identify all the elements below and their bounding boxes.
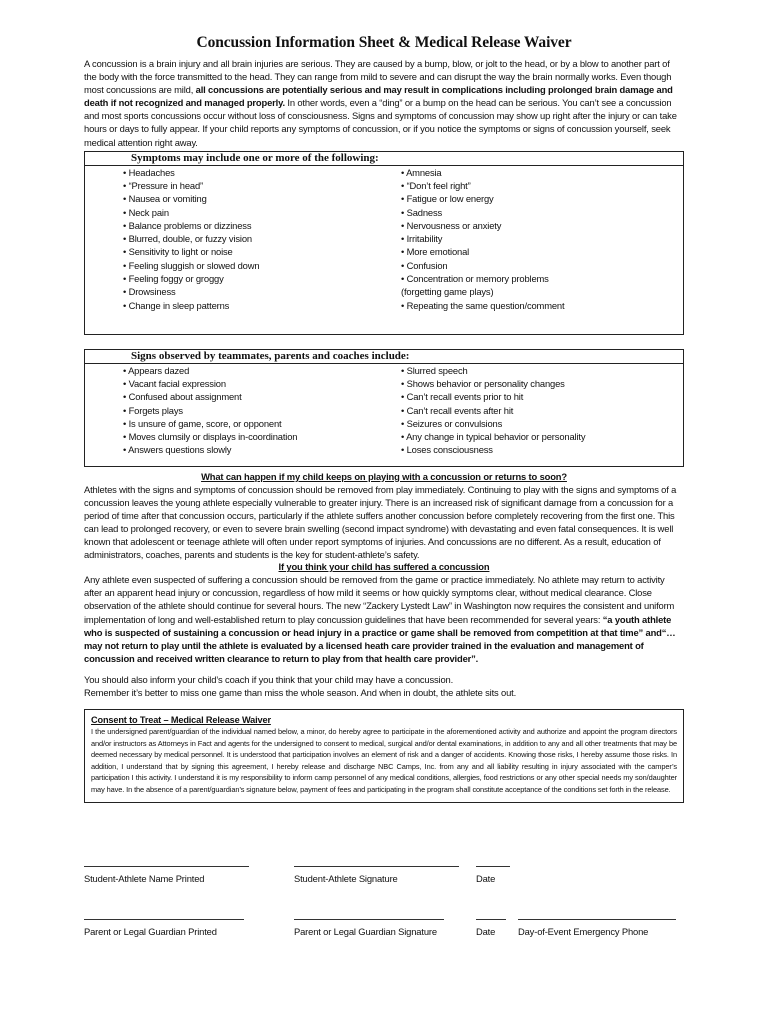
list-item: • Forgets plays	[123, 404, 183, 416]
guardian-name-field[interactable]	[84, 919, 244, 937]
emergency-phone-field[interactable]	[518, 919, 676, 937]
athlete-name-label: Student-Athlete Name Printed	[84, 873, 205, 884]
list-item: • Vacant facial expression	[123, 377, 226, 389]
list-item: • Can’t recall events after hit	[401, 404, 514, 416]
intro-bold-text: all concussions are potentially serious and may result in complications including prolonged brain damage and death if not recognized and managed properly.	[84, 84, 673, 109]
closing-line-1: You should also inform your child’s coach if you think that your child may have a concussion.	[84, 673, 454, 685]
list-item: • Moves clumsily or displays in-coordination	[123, 431, 298, 443]
list-item: • Neck pain	[123, 206, 169, 218]
signs-heading: Signs observed by teammates, parents and coaches include:	[85, 350, 683, 364]
list-item: • Fatigue or low energy	[401, 193, 494, 205]
list-item: • Feeling foggy or groggy	[123, 273, 224, 285]
list-item: • Concentration or memory problems	[401, 273, 549, 285]
list-item: • “Don’t feel right”	[401, 179, 471, 191]
date-label-1: Date	[476, 873, 496, 884]
intro-paragraph	[84, 57, 684, 149]
signs-box	[84, 349, 684, 467]
list-item: • “Pressure in head”	[123, 179, 204, 191]
list-item: • Can’t recall events prior to hit	[401, 391, 524, 403]
guardian-signature-field[interactable]	[294, 919, 444, 937]
list-item: • Blurred, double, or fuzzy vision	[123, 233, 252, 245]
list-item: • Sadness	[401, 206, 443, 218]
list-item: • Any change in typical behavior or personality	[401, 431, 586, 443]
list-item: • Balance problems or dizziness	[123, 219, 252, 231]
list-item: • Is unsure of game, score, or opponent	[123, 417, 282, 429]
list-item: • Loses consciousness	[401, 444, 493, 456]
list-item: • More emotional	[401, 246, 470, 258]
emergency-phone-label: Day-of-Event Emergency Phone	[518, 926, 649, 937]
athlete-signature-field[interactable]	[294, 866, 459, 884]
list-item: • Confusion	[401, 259, 448, 271]
what-happens-text: Athletes with the signs and symptoms of concussion should be removed from play immediately. Continuing to play with the signs and symptoms of a concussion leaves the young athlete especially vulnerable to greater injury. There is an increased risk of significant damage from a concussion for a period of time after that concussion occurs, particularly if the athlete suffers another concussion before completely recovering from the first one. This can lead to prolonged recovery, or even to severe brain swelling (second impact syndrome) with devastating and even fatal consequences. It is well known that adolescent or teenage athlete will often under report symptoms of injuries. And concussions are no different. As a result, education of administrators, coaches, parents and students is the key for student-athlete’s safety.	[84, 483, 677, 561]
guardian-signature-label: Parent or Legal Guardian Signature	[294, 926, 437, 937]
symptoms-box	[84, 151, 684, 335]
if-suspected-heading: If you think your child has suffered a concussion	[278, 561, 490, 573]
closing-line-2: Remember it’s better to miss one game than miss the whole season. And when in doubt, the athlete sits out.	[84, 686, 517, 698]
document-page	[84, 34, 684, 803]
date-label-2: Date	[476, 926, 496, 937]
list-item: • Seizures or convulsions	[401, 417, 503, 429]
if-suspected-text: Any athlete even suspected of suffering a concussion should be removed from the game or practice immediately. No athlete may return to activity after an apparent head injury or concussion, regardless of how mild it seems or how quickly symptoms clear, without medical clearance. Close observation of the athlete should continue for several hours. The new “Zackery Lystedt Law” in Washington now requires the consistent and uniform implementation of long and well-established return to play concussion guidelines that have been recommended for several years:	[84, 574, 675, 625]
date-field-2[interactable]	[476, 919, 506, 937]
consent-box	[84, 709, 684, 803]
list-item: • Sensitivity to light or noise	[123, 246, 233, 258]
list-item: • Drowsiness	[123, 286, 176, 298]
signature-row-1	[84, 866, 684, 896]
intro-text-2: In other words, even a “ding” or a bump on the head can be serious. You can’t see a concussion and most sports concussions occur without loss of consciousness. Signs and symptoms of concussion may show up right after the injury or can take hours or days to fully appear. If your child reports any symptoms of concussion, or if you notice the symptoms or signs of concussion yourself, seek medical attention right away.	[84, 97, 677, 148]
list-item: • Repeating the same question/comment	[401, 299, 565, 311]
signature-row-2	[84, 919, 684, 949]
signs-left-list	[85, 364, 393, 466]
athlete-signature-label: Student-Athlete Signature	[294, 873, 398, 884]
list-item: • Nausea or vomiting	[123, 193, 207, 205]
intro-text-1: A concussion is a brain injury and all brain injuries are serious. They are caused by a bump, blow, or jolt to the head, or by a blow to another part of the body with the force transmitted to the head. They can range from mild to severe and can disrupt the way the brain normally works. Even though most concussions are mild,	[84, 58, 672, 96]
symptoms-right-list	[393, 166, 564, 334]
list-item: • Change in sleep patterns	[123, 299, 230, 311]
list-item: • Irritability	[401, 233, 443, 245]
list-item: • Headaches	[123, 166, 175, 178]
consent-heading: Consent to Treat – Medical Release Waiver	[91, 715, 271, 726]
document-title: Concussion Information Sheet & Medical Release Waiver	[196, 34, 572, 51]
list-item: • Shows behavior or personality changes	[401, 377, 565, 389]
list-item: • Slurred speech	[401, 364, 468, 376]
list-item: • Amnesia	[401, 166, 442, 178]
list-item: • Answers questions slowly	[123, 444, 232, 456]
list-item: (forgetting game plays)	[401, 286, 494, 298]
symptoms-heading: Symptoms may include one or more of the following:	[85, 152, 683, 166]
if-suspected-bold-text: “a youth athlete who is suspected of sustaining a concussion or head injury in a practice or game shall be removed from competition at that time” and“…may not return to play until the athlete is evaluated by a licensed heath care provider trained in the evaluation and management of concussion and received written clearance to return to play from that health care provider”.	[84, 613, 676, 664]
what-happens-heading: What can happen if my child keeps on playing with a concussion or returns to soon?	[201, 470, 567, 482]
symptoms-left-list	[85, 166, 393, 334]
athlete-name-field[interactable]	[84, 866, 249, 884]
list-item: • Confused about assignment	[123, 391, 242, 403]
list-item: • Feeling sluggish or slowed down	[123, 259, 260, 271]
list-item: • Nervousness or anxiety	[401, 219, 502, 231]
list-item: • Appears dazed	[123, 364, 190, 376]
if-suspected-paragraph	[84, 573, 684, 665]
date-field-1[interactable]	[476, 866, 510, 884]
guardian-name-label: Parent or Legal Guardian Printed	[84, 926, 217, 937]
signs-right-list	[393, 364, 585, 466]
consent-text: I the undersigned parent/guardian of the individual named below, a minor, do hereby agree to participate in the aforementioned activity and authorize and appoint the program directors and/or instructors as Attorneys in Fact and agents for the undersigned to consent to medical, surgical and/or dental examinations, in addition to any and all other treatments that may be deemed necessary by medical personnel. It is understood that participation involves an element of risk and a danger of accidents. Knowing those risks, I hereby assume those risks. In addition, I understand that by signing this agreement, I hereby release and discharge NBC Camps, Inc. from any and all liability resulting in injury associated with the camper’s participation I this activity. I understand it is my responsibility to inform camp personnel of any medical conditions, allergies, food restrictions or any other special needs my son/daughter may have. In the absence of a parent/guardian’s signature below, payment of fees and participating in the program shall constitute acceptance of the conditions set forth in the release.	[91, 727, 677, 795]
